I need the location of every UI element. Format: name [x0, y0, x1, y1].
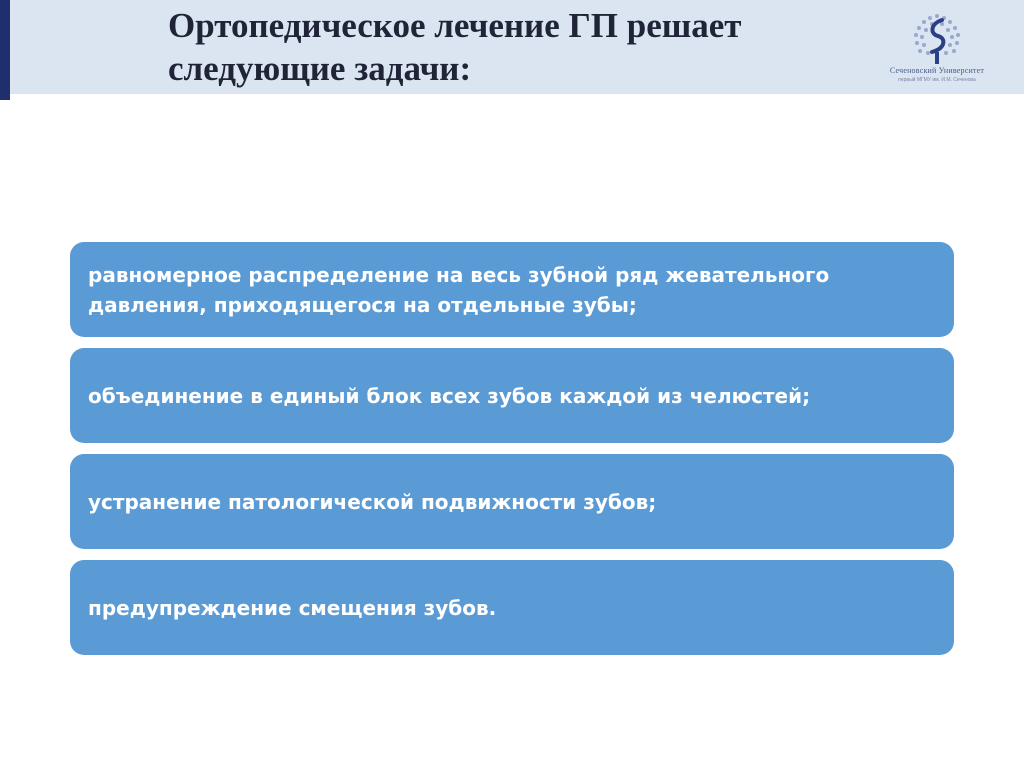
task-item: [70, 560, 954, 655]
task-text: равномерное распределение на весь зубной ряд жевательного давления, приходящегося на отдельные зубы;: [88, 262, 830, 317]
logo-name: Сеченовский Университет: [889, 66, 985, 75]
accent-bar: [0, 0, 10, 100]
task-text: объединение в единый блок всех зубов каждой из челюстей;: [88, 383, 811, 408]
task-item: [70, 348, 954, 443]
task-item: [70, 242, 954, 337]
slide-title: Ортопедическое лечение ГП решает следующие задачи:: [168, 6, 742, 88]
task-text: устранение патологической подвижности зубов;: [88, 489, 657, 514]
tree-logo-icon: [872, 6, 1002, 66]
logo-subtitle: первый МГМУ им. И.М. Сеченова: [898, 77, 976, 83]
task-text: предупреждение смещения зубов.: [88, 595, 497, 620]
university-logo: [872, 6, 1002, 86]
task-item: [70, 454, 954, 549]
